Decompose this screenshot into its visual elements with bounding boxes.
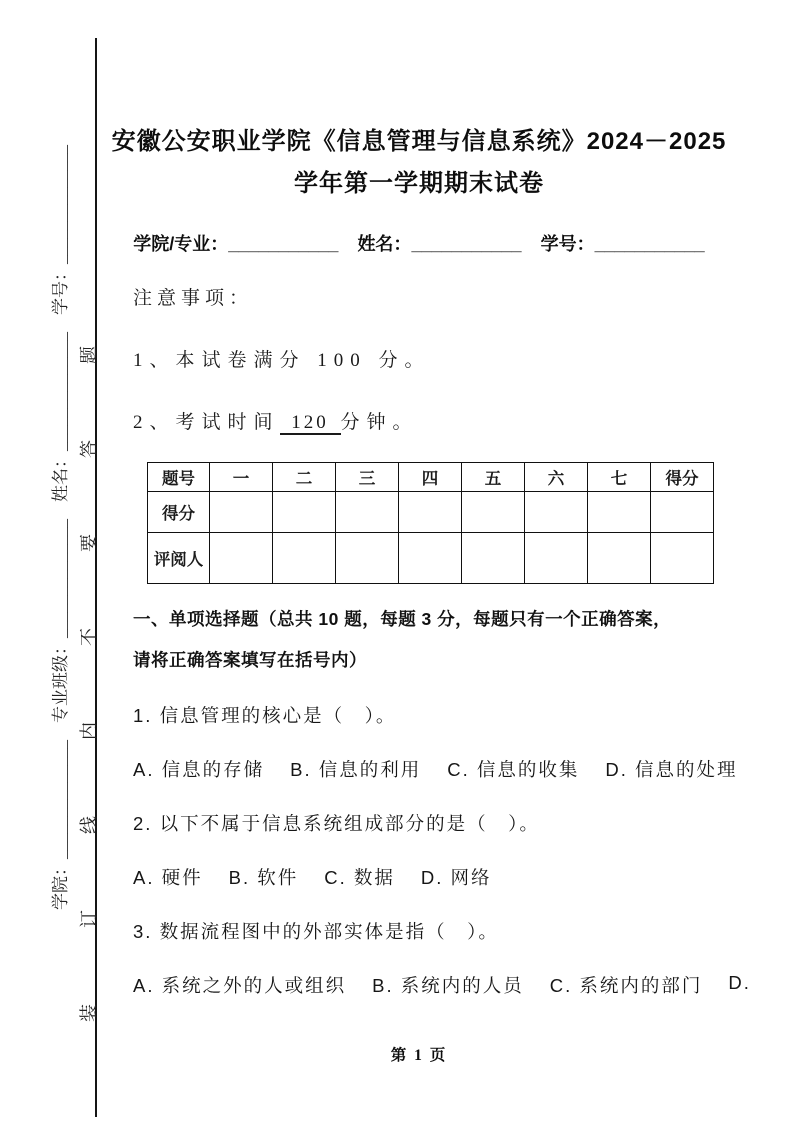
score-cell xyxy=(336,492,399,533)
option-d: D. 网络 xyxy=(420,867,492,888)
name-label: 姓名： xyxy=(357,234,412,254)
score-cell xyxy=(462,492,525,533)
option-b: B. 软件 xyxy=(228,867,299,888)
option-a: A. 信息的存储 xyxy=(133,759,265,780)
option-c: C. 信息的收集 xyxy=(447,759,580,780)
section-1-title-line-2: 请将正确答案填写在括号内） xyxy=(133,650,367,670)
score-table-header-cell: 三 xyxy=(336,463,399,492)
section-1-title-line-1: 一、单项选择题（总共 10 题，每题 3 分，每题只有一个正确答案， xyxy=(133,609,672,629)
option-d: D. xyxy=(728,972,751,993)
section-1-title xyxy=(133,599,713,681)
reviewer-cell xyxy=(525,533,588,584)
option-a: A. 系统之外的人或组织 xyxy=(133,975,347,996)
question-2-text: 2. 以下不属于信息系统组成部分的是（ ）。 xyxy=(133,813,540,834)
score-row-label: 得分 xyxy=(148,492,210,533)
score-table-header-cell: 五 xyxy=(462,463,525,492)
student-info-row xyxy=(110,230,728,256)
reviewer-cell xyxy=(399,533,462,584)
score-table-header-cell: 一 xyxy=(210,463,273,492)
notice-heading: 注意事项： xyxy=(133,288,254,309)
score-table-header-cell: 二 xyxy=(273,463,336,492)
score-table-header-cell: 得分 xyxy=(651,463,714,492)
exam-duration-value: 120 xyxy=(280,412,341,435)
notice-item-2 xyxy=(133,407,419,434)
question-3-options xyxy=(133,972,751,998)
exam-title xyxy=(110,121,728,205)
option-a: A. 硬件 xyxy=(133,867,203,888)
score-table-header-cell: 六 xyxy=(525,463,588,492)
margin-binding-text: 装订线内不要答题 xyxy=(79,270,99,1022)
reviewer-row-label: 评阅人 xyxy=(148,533,210,584)
score-cell xyxy=(588,492,651,533)
option-b: B. 信息的利用 xyxy=(290,759,422,780)
reviewer-cell xyxy=(651,533,714,584)
reviewer-cell xyxy=(273,533,336,584)
question-1-text: 1. 信息管理的核心是（ ）。 xyxy=(133,705,397,726)
student-id-blank: ___________ xyxy=(594,234,705,254)
score-row xyxy=(148,492,714,533)
exam-title-line-1: 安徽公安职业学院《信息管理与信息系统》2024－2025 xyxy=(111,128,727,155)
reviewer-cell xyxy=(588,533,651,584)
question-1-options xyxy=(133,756,738,782)
score-cell xyxy=(273,492,336,533)
reviewer-row xyxy=(148,533,714,584)
score-table-header-cell: 四 xyxy=(399,463,462,492)
score-cell xyxy=(210,492,273,533)
question-2-options xyxy=(133,864,718,890)
exam-title-line-2: 学年第一学期期末试卷 xyxy=(294,170,544,197)
option-b: B. 系统内的人员 xyxy=(372,975,524,996)
college-major-label: 学院/专业： xyxy=(133,234,229,254)
option-c: C. 系统内的部门 xyxy=(549,975,703,996)
score-cell xyxy=(651,492,714,533)
reviewer-cell xyxy=(210,533,273,584)
page-number-footer: 第 1 页 xyxy=(390,1047,448,1064)
student-id-field xyxy=(541,230,705,256)
college-major-blank: ___________ xyxy=(228,234,339,254)
score-cell xyxy=(399,492,462,533)
student-id-label: 学号： xyxy=(540,234,595,254)
score-table-header-row xyxy=(148,463,714,492)
college-major-field xyxy=(133,230,338,256)
score-cell xyxy=(525,492,588,533)
reviewer-cell xyxy=(336,533,399,584)
name-blank: ___________ xyxy=(411,234,522,254)
option-c: C. 数据 xyxy=(324,867,395,888)
score-table-header-cell: 七 xyxy=(588,463,651,492)
name-field xyxy=(357,230,521,256)
reviewer-cell xyxy=(462,533,525,584)
question-3-text: 3. 数据流程图中的外部实体是指（ ）。 xyxy=(133,921,499,942)
notice-item-2-prefix: 2、考试时间 xyxy=(133,412,280,433)
score-table xyxy=(147,462,714,584)
margin-student-info-fields: 学院：______________ 专业班级：______________ 姓名：______________ 学号：______________ xyxy=(51,145,70,910)
notice-item-2-suffix: 分钟。 xyxy=(340,412,419,433)
option-d: D. 信息的处理 xyxy=(605,759,738,780)
score-table-header-cell: 题号 xyxy=(148,463,210,492)
notice-item-1: 1、本试卷满分 100 分。 xyxy=(133,350,431,371)
